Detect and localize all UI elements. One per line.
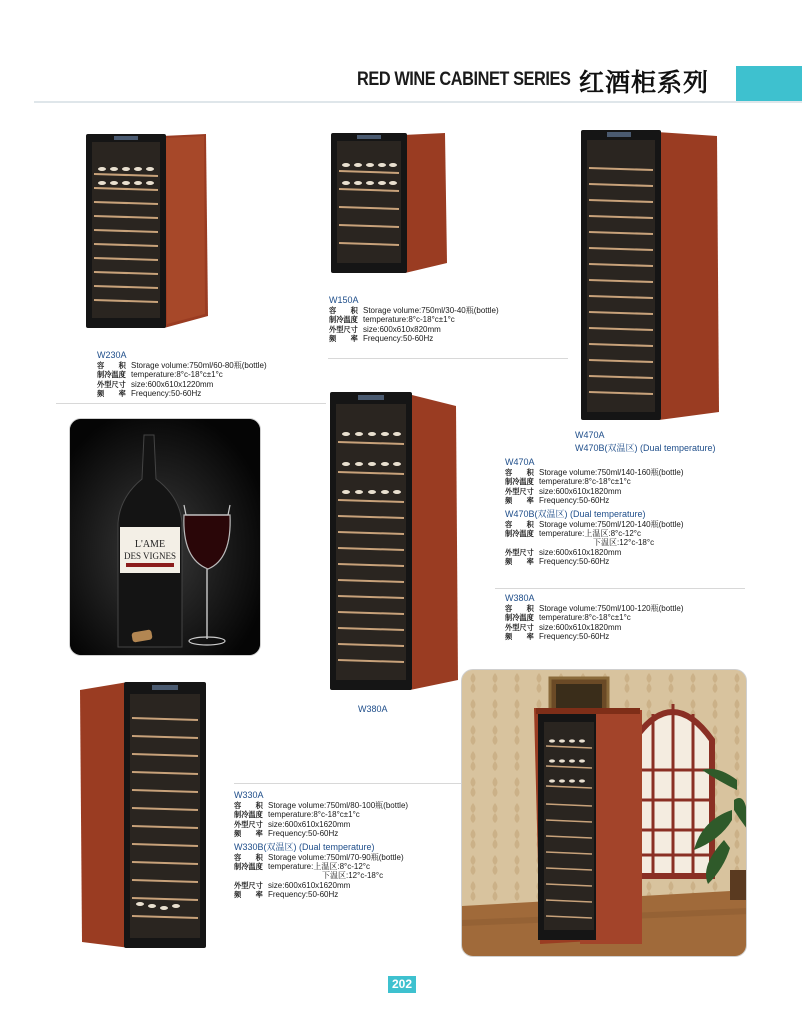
- spec-temperature-lower: 下温区:12°c-18°c: [322, 871, 384, 881]
- spec-block-w150a: [329, 294, 499, 344]
- spec-block-w330a: [234, 789, 408, 900]
- spec-size: size:600x610x1820mm: [539, 547, 622, 557]
- label-temperature: 制冷温度: [97, 370, 126, 380]
- label-frequency: 频 率: [234, 829, 263, 839]
- spec-size: size:600x610x1620mm: [268, 819, 351, 829]
- spec-temperature-upper: temperature:上温区:8°c-12°c: [539, 529, 641, 539]
- spec-size: size:600x610x1820mm: [539, 486, 622, 496]
- label-frequency: 频 率: [505, 632, 534, 642]
- label-temperature: 制冷温度: [505, 529, 534, 539]
- model-name: W380A: [505, 593, 535, 603]
- label-temperature: 制冷温度: [329, 315, 358, 325]
- cabinet-w330a-image: [78, 680, 210, 952]
- dual-model-name: W330B(双温区) (Dual temperature): [234, 841, 375, 852]
- divider: [56, 403, 326, 404]
- model-name: W330A: [234, 790, 264, 800]
- spec-storage: Storage volume:750ml/120-140瓶(bottle): [539, 519, 684, 529]
- spec-block-w380a: [505, 592, 684, 642]
- page-title-english: RED WINE CABINET SERIES: [357, 69, 571, 90]
- cabinet-w470a-image: [579, 128, 721, 424]
- spec-temperature: temperature:8°c-18°c±1°c: [539, 477, 631, 487]
- spec-temperature: temperature:8°c-18°c±1°c: [539, 613, 631, 623]
- spec-block-w470a: [505, 456, 684, 567]
- room-scene-photo: [461, 669, 747, 957]
- label-temperature: 制冷温度: [234, 862, 263, 872]
- spec-frequency: Frequency:50-60Hz: [539, 632, 610, 642]
- spec-storage: Storage volume:750ml/100-120瓶(bottle): [539, 604, 684, 613]
- spec-storage: Storage volume:750ml/70-90瓶(bottle): [268, 852, 404, 862]
- header-divider: [34, 101, 802, 103]
- spec-frequency: Frequency:50-60Hz: [363, 334, 434, 344]
- caption-w470b: W470B(双温区) (Dual temperature): [575, 443, 716, 453]
- spec-frequency: Frequency:50-60Hz: [131, 389, 202, 399]
- label-frequency: 频 率: [234, 890, 263, 900]
- spec-storage: Storage volume:750ml/30-40瓶(bottle): [363, 306, 499, 315]
- spec-frequency: Frequency:50-60Hz: [268, 890, 339, 900]
- label-size: 外型尺寸: [329, 324, 358, 334]
- label-size: 外型尺寸: [505, 486, 534, 496]
- caption-w470a: W470A: [575, 430, 605, 440]
- label-temperature: 制冷温度: [505, 477, 534, 487]
- model-name: W470A: [505, 457, 535, 467]
- label-size: 外型尺寸: [234, 819, 263, 829]
- spec-frequency: Frequency:50-60Hz: [539, 557, 610, 567]
- label-storage: 容 积: [505, 604, 534, 613]
- spec-size: size:600x610x1620mm: [268, 880, 351, 890]
- label-frequency: 频 率: [97, 389, 126, 399]
- label-storage: 容 积: [234, 852, 263, 862]
- spec-temperature: temperature:8°c-18°c±1°c: [363, 315, 455, 325]
- spec-storage: Storage volume:750ml/140-160瓶(bottle): [539, 468, 684, 477]
- label-temperature: 制冷温度: [234, 810, 263, 820]
- label-frequency: 频 率: [329, 334, 358, 344]
- label-size: 外型尺寸: [97, 379, 126, 389]
- spec-storage: Storage volume:750ml/80-100瓶(bottle): [268, 801, 409, 810]
- wine-bottle-photo: [69, 418, 261, 656]
- model-name: W230A: [97, 350, 127, 360]
- label-storage: 容 积: [329, 306, 358, 315]
- spec-size: size:600x610x1220mm: [131, 379, 214, 389]
- page-number: 202: [388, 976, 416, 993]
- label-frequency: 频 率: [505, 557, 534, 567]
- wine-label-line1: L'AME: [134, 539, 166, 550]
- divider: [495, 588, 745, 589]
- spec-frequency: Frequency:50-60Hz: [539, 496, 610, 506]
- label-storage: 容 积: [505, 519, 534, 529]
- label-size: 外型尺寸: [505, 547, 534, 557]
- label-size: 外型尺寸: [234, 880, 263, 890]
- caption-w380a: W380A: [358, 704, 388, 714]
- page-title-chinese: 红酒柜系列: [579, 68, 710, 97]
- wine-label-line2: DES VIGNES: [123, 551, 177, 561]
- spec-block-w230a: [97, 349, 267, 399]
- spec-storage: Storage volume:750ml/60-80瓶(bottle): [131, 361, 267, 370]
- model-name: W150A: [329, 295, 359, 305]
- spec-temperature-lower: 下温区:12°c-18°c: [593, 538, 655, 548]
- header-accent-block: [736, 66, 802, 102]
- spec-frequency: Frequency:50-60Hz: [268, 829, 339, 839]
- label-storage: 容 积: [234, 801, 263, 810]
- label-temperature: 制冷温度: [505, 613, 534, 623]
- label-storage: 容 积: [97, 361, 126, 370]
- divider: [234, 783, 484, 784]
- cabinet-w380a-image: [328, 390, 460, 696]
- label-storage: 容 积: [505, 468, 534, 477]
- spec-temperature: temperature:8°c-18°c±1°c: [268, 810, 360, 820]
- label-frequency: 频 率: [505, 496, 534, 506]
- spec-temperature-upper: temperature:上温区:8°c-12°c: [268, 862, 370, 872]
- spec-size: size:600x610x820mm: [363, 324, 441, 334]
- cabinet-w150a-image: [329, 131, 449, 277]
- spec-temperature: temperature:8°c-18°c±1°c: [131, 370, 223, 380]
- label-size: 外型尺寸: [505, 622, 534, 632]
- spec-size: size:600x610x1820mm: [539, 622, 622, 632]
- dual-model-name: W470B(双温区) (Dual temperature): [505, 508, 646, 519]
- cabinet-w230a-image: [84, 130, 210, 334]
- divider: [328, 358, 568, 359]
